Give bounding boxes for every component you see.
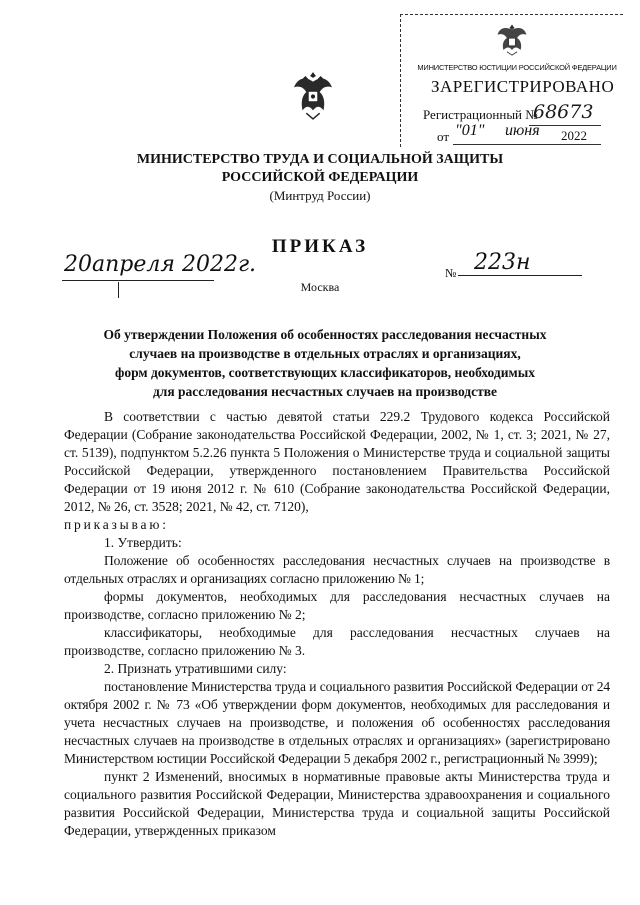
order-number-sign: № — [445, 266, 457, 280]
stamp-ministry: МИНИСТЕРСТВО ЮСТИЦИИ РОССИЙСКОЙ ФЕДЕРАЦИИ — [417, 63, 617, 72]
stamp-date-month: июня — [505, 122, 540, 139]
stamp-date-prefix: от — [437, 129, 450, 144]
stamp-reg-number-label: Регистрационный № — [423, 107, 538, 122]
order-title-line: форм документов, соответствующих классификаторов, необходимых — [115, 365, 535, 380]
russian-coat-of-arms-icon — [292, 70, 334, 122]
stamp-date-year: 2022 — [561, 128, 587, 143]
order-title-line: Об утверждении Положения об особенностях расследования несчастных — [103, 327, 547, 342]
stamp-date-day: "01" — [455, 122, 485, 139]
stamp-number-underline — [529, 125, 601, 126]
order-body — [64, 408, 610, 840]
order-title-line: для расследования несчастных случаев на производстве — [152, 384, 498, 399]
clause-2: 2. Признать утратившими силу: — [104, 661, 287, 676]
stamp-reg-number: 68673 — [533, 101, 594, 123]
clause-1-item-regulation: Положение об особенностях расследования несчастных случаев на производстве в отдельных отраслях и организациях согласно приложению № 1; — [64, 553, 610, 586]
ministry-short-name: (Минтруд России) — [269, 188, 371, 203]
document-type-heading: ПРИКАЗ — [271, 236, 369, 257]
clause-2-item-resolution: постановление Министерства труда и социального развития Российской Федерации от 24 октября 2002 г. № 73 «Об утверждении форм документов, необходимых для расследования и учета несчастных случаев на производстве, и положения об особенностях расследования несчастных случаев на производстве в отдельных отраслях и организациях» (зарегистрировано Министерством юстиции Российской Федерации 5 декабря 2002 г., регистрационный № 3999); — [64, 679, 610, 766]
order-title-line: случаев на производстве в отдельных отраслях и организациях, — [129, 346, 521, 361]
registration-stamp — [400, 14, 623, 147]
order-city: Москва — [300, 280, 340, 294]
ministry-name-line1: МИНИСТЕРСТВО ТРУДА И СОЦИАЛЬНОЙ ЗАЩИТЫ — [136, 152, 504, 167]
clause-1-item-classifiers: классификаторы, необходимые для расследования несчастных случаев на производстве, согласно приложению № 3. — [64, 625, 610, 658]
stamp-date-underline — [453, 144, 601, 145]
ministry-name-line2: РОССИЙСКОЙ ФЕДЕРАЦИИ — [221, 170, 419, 185]
eagle-emblem-icon — [495, 21, 529, 57]
clause-1: 1. Утвердить: — [104, 535, 182, 550]
order-date: 20апреля 2022г. — [64, 252, 257, 277]
prikazyvayu-word: приказываю: — [64, 517, 169, 532]
clause-2-item-amendments: пункт 2 Изменений, вносимых в нормативные правовые акты Министерства труда и социального развития Российской Федерации, Министерства здравоохранения и социального развития Российской Федерации, Министерства труда и социальной защиты Российской Федерации, утвержденных приказом — [64, 769, 610, 838]
order-number: 223н — [474, 250, 531, 275]
order-title — [40, 325, 610, 401]
clause-1-item-forms: формы документов, необходимых для расследования несчастных случаев на производстве, согласно приложению № 2; — [64, 589, 610, 622]
order-number-underline — [458, 275, 582, 276]
preamble-paragraph: В соответствии с частью девятой статьи 229.2 Трудового кодекса Российской Федерации (Собрание законодательства Российской Федерации, 2002, № 1, ст. 3; 2021, № 27, ст. 5139), подпунктом 5.2.26 пункта 5 Положения о Министерстве труда и социальной защиты Российской Федерации, утвержденного постановлением Правительства Российской Федерации от 19 июня 2012 г. № 610 (Собрание законодательства Российской Федерации, 2012, № 26, ст. 3528; 2021, № 42, ст. 7120), — [64, 409, 610, 514]
stamp-registered: ЗАРЕГИСТРИРОВАНО — [431, 77, 615, 96]
